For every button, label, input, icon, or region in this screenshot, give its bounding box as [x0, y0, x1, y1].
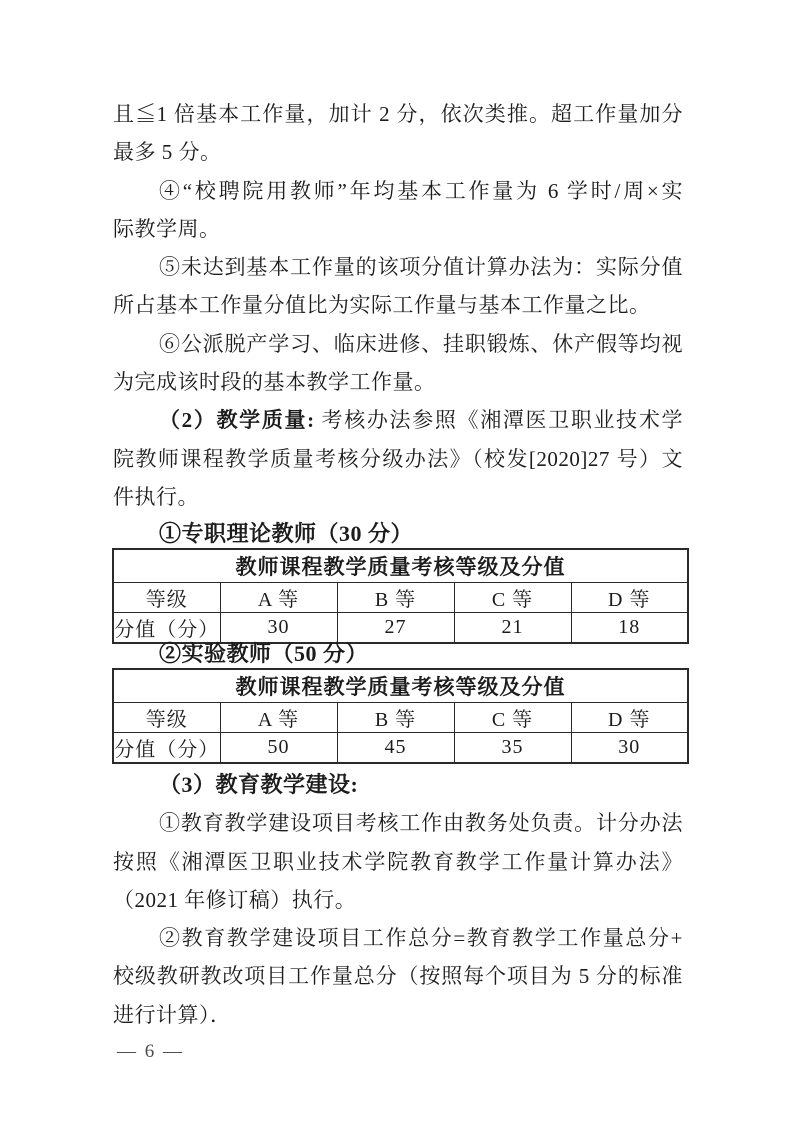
paragraph-line: ④“校聘院用教师”年均基本工作量为 6 学时/周×实 — [159, 178, 683, 203]
upper-text-block — [113, 95, 683, 516]
teaching-quality-label: （2）教学质量: — [159, 408, 315, 433]
table-cell: D 等 — [571, 703, 688, 733]
table-cell: 27 — [337, 613, 454, 644]
paragraph-line: ⑥公派脱产学习、临床进修、挂职锻炼、休产假等均视 — [159, 331, 683, 356]
table-title: 教师课程教学质量考核等级及分值 — [113, 669, 688, 703]
table-cell: A 等 — [220, 583, 337, 613]
paragraph-line: 且≦1 倍基本工作量，加计 2 分，依次类推。超工作量加分 — [113, 102, 683, 126]
paragraph-line: 际教学周。 — [113, 216, 221, 241]
table-title-row — [113, 669, 688, 703]
paragraph-line: 进行计算）． — [113, 1002, 232, 1027]
table-cell: 45 — [337, 733, 454, 764]
table-cell: B 等 — [337, 583, 454, 613]
paragraph-line: 按照《湘潭医卫职业技术学院教育教学工作量计算办法》 — [113, 849, 683, 874]
table-cell: 等级 — [113, 703, 220, 733]
lower-text-block — [113, 766, 683, 1034]
teaching-quality-text: 考核办法参照《湘潭医卫职业技术学 — [314, 408, 683, 433]
table-cell: C 等 — [454, 703, 571, 733]
paragraph-line: 最多 5 分。 — [113, 140, 222, 165]
table-cell: D 等 — [571, 583, 688, 613]
table-values-row — [113, 733, 688, 764]
table-cell: 30 — [571, 733, 688, 764]
table-header-row — [113, 703, 688, 733]
table-cell: 18 — [571, 613, 688, 644]
table-cell: 等级 — [113, 583, 220, 613]
paragraph-line: ②教育教学建设项目工作总分=教育教学工作量总分+ — [159, 926, 683, 951]
table-cell: 分值（分） — [113, 733, 220, 764]
table-title-row — [113, 549, 688, 583]
table-cell: A 等 — [220, 703, 337, 733]
quality-table-lab — [112, 668, 689, 764]
paragraph-line: ①教育教学建设项目考核工作由教务处负责。计分办法 — [159, 811, 683, 836]
quality-table-theory — [112, 548, 689, 644]
table-cell: C 等 — [454, 583, 571, 613]
table-cell: 35 — [454, 733, 571, 764]
paragraph-line: ⑤未达到基本工作量的该项分值计算办法为：实际分值 — [159, 255, 683, 280]
heading-theory-teachers: ①专职理论教师（30 分） — [159, 521, 414, 546]
table-cell: 50 — [220, 733, 337, 764]
paragraph-line: 为完成该时段的基本教学工作量。 — [113, 370, 436, 395]
paragraph-line: 校级教研教改项目工作量总分（按照每个项目为 5 分的标准 — [113, 964, 683, 989]
paragraph-line: 所占基本工作量分值比为实际工作量与基本工作量之比。 — [113, 293, 651, 318]
table-title: 教师课程教学质量考核等级及分值 — [113, 549, 688, 583]
table-cell: B 等 — [337, 703, 454, 733]
teaching-quality-lead-line — [113, 401, 683, 439]
page-number: — 6 — — [117, 1041, 184, 1062]
paragraph-line: 院教师课程教学质量考核分级办法》（校发[2020]27 号）文 — [113, 446, 683, 471]
table-cell: 21 — [454, 613, 571, 644]
heading-lab-teachers: ②实验教师（50 分） — [159, 641, 369, 666]
table-cell: 分值（分） — [113, 613, 220, 644]
paragraph-line: （2021 年修订稿）执行。 — [113, 887, 357, 912]
paragraph-line: 件执行。 — [113, 484, 199, 509]
heading-education-construction: （3）教育教学建设: — [159, 772, 359, 797]
table-cell: 30 — [220, 613, 337, 644]
table-header-row — [113, 583, 688, 613]
